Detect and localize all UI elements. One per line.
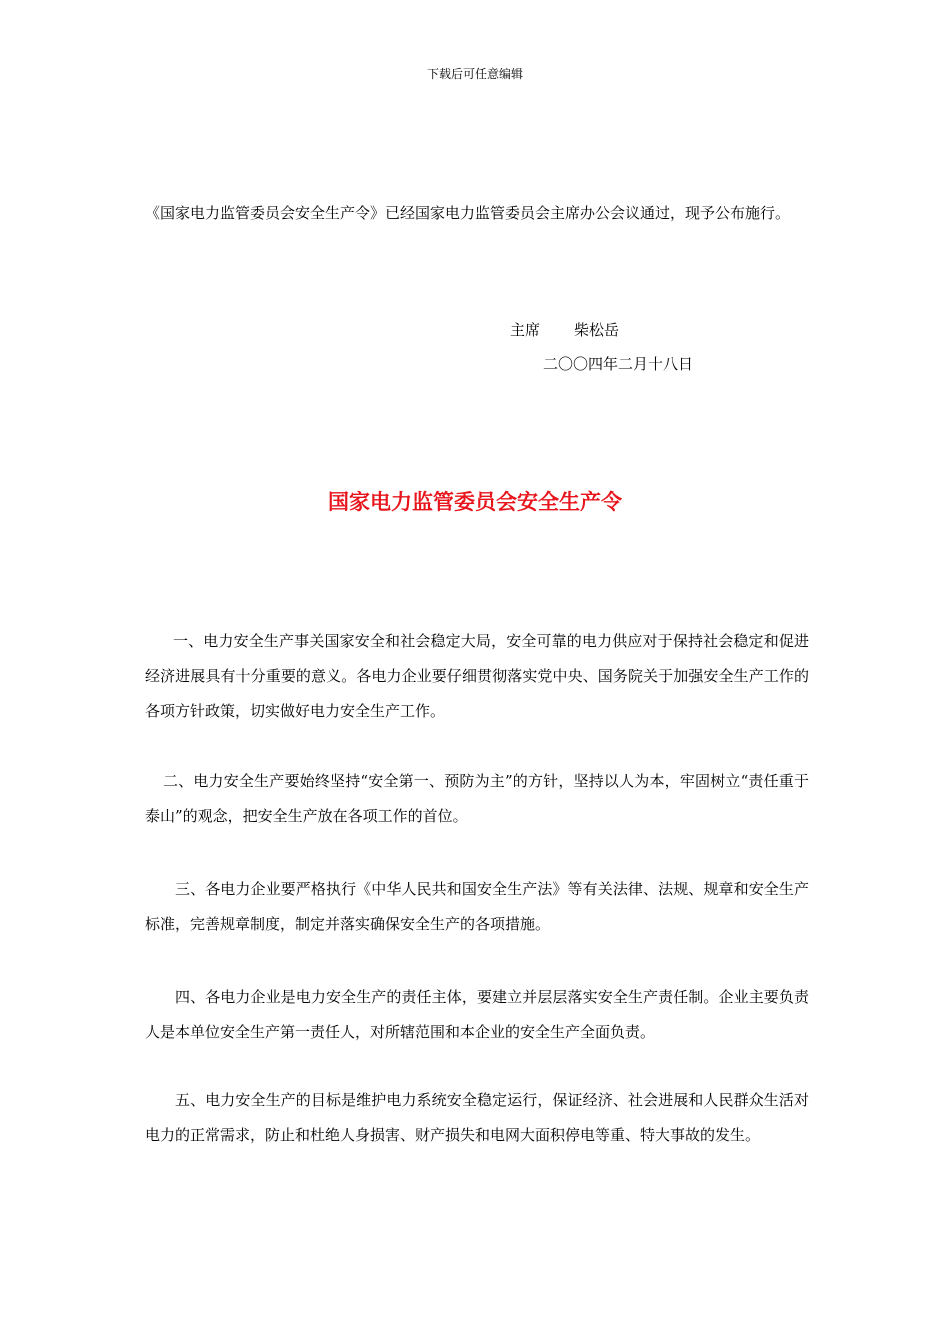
article-paragraph: 四、各电力企业是电力安全生产的责任主体，要建立并层层落实安全生产责任制。企业主要负责人是本单位安全生产第一责任人，对所辖范围和本企业的安全生产全面负责。: [145, 988, 809, 1041]
article-paragraph: 二、电力安全生产要始终坚持“安全第一、预防为主”的方针，坚持以人为本，牢固树立“责任重于泰山”的观念，把安全生产放在各项工作的首位。: [145, 772, 809, 825]
document-title: 国家电力监管委员会安全生产令: [328, 490, 622, 514]
signature-role: 主席: [510, 321, 541, 339]
signature-line: [510, 318, 619, 342]
signature-date: 二〇〇四年二月十八日: [543, 355, 694, 373]
header-note: 下载后可任意编辑: [426, 67, 523, 81]
article-paragraph: 五、电力安全生产的目标是维护电力系统安全稳定运行，保证经济、社会进展和人民群众生活对电力的正常需求，防止和杜绝人身损害、财产损失和电网大面积停电等重、特大事故的发生。: [145, 1091, 809, 1144]
article-paragraph: 一、电力安全生产事关国家安全和社会稳定大局，安全可靠的电力供应对于保持社会稳定和促进经济进展具有十分重要的意义。各电力企业要仔细贯彻落实党中央、国务院关于加强安全生产工作的各项方针政策，切实做好电力安全生产工作。: [145, 632, 809, 720]
intro-paragraph: 《国家电力监管委员会安全生产令》已经国家电力监管委员会主席办公会议通过，现予公布施行。: [145, 204, 791, 222]
article-paragraph: 三、各电力企业要严格执行《中华人民共和国安全生产法》等有关法律、法规、规章和安全生产标准，完善规章制度，制定并落实确保安全生产的各项措施。: [145, 880, 809, 933]
signature-name: 柴松岳: [574, 321, 620, 339]
